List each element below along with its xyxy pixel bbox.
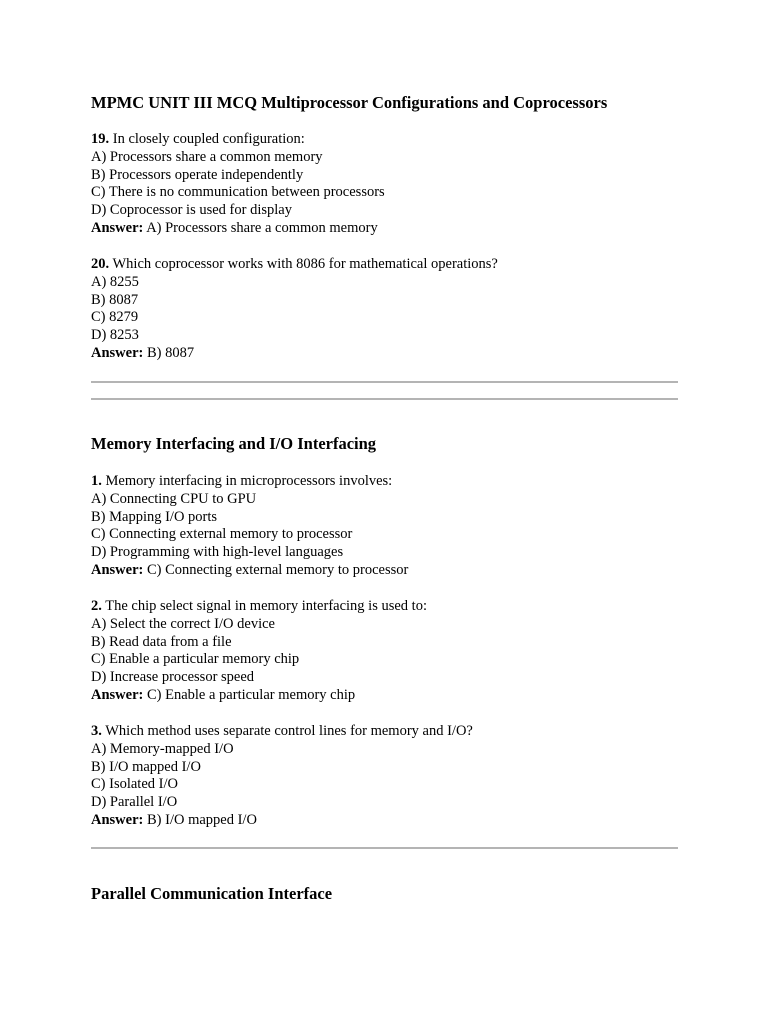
question-text: Memory interfacing in microprocessors involves: (105, 473, 393, 489)
question-text: Which coprocessor works with 8086 for mathematical operations? (112, 256, 498, 272)
answer-label: Answer: (91, 686, 144, 703)
question-19 (91, 131, 385, 238)
answer-label: Answer: (91, 219, 144, 236)
option-b: B) Mapping I/O ports (91, 508, 218, 525)
option-b: B) Read data from a file (91, 633, 232, 650)
question-number: 20. (91, 256, 110, 272)
section-heading: Parallel Communication Interface (91, 884, 333, 903)
answer-label: Answer: (91, 811, 144, 828)
page-title: MPMC UNIT III MCQ Multiprocessor Configurations and Coprocessors (91, 93, 608, 112)
answer-label: Answer: (91, 344, 144, 361)
answer-text: A) Processors share a common memory (146, 219, 378, 236)
question-20 (91, 256, 498, 363)
question-1 (91, 473, 408, 580)
question-number: 1. (91, 473, 102, 489)
divider (91, 847, 678, 849)
answer-line (91, 812, 473, 830)
option-c: C) Connecting external memory to processor (91, 526, 353, 543)
option-d: D) Parallel I/O (91, 794, 178, 811)
option-b: B) Processors operate independently (91, 166, 304, 183)
question-stem (91, 131, 385, 149)
question-stem (91, 473, 408, 491)
option-c: C) Enable a particular memory chip (91, 651, 300, 668)
option-d: D) Coprocessor is used for display (91, 202, 292, 219)
question-number: 3. (91, 723, 102, 739)
option-d: D) 8253 (91, 327, 139, 344)
option-a: A) Processors share a common memory (91, 148, 323, 165)
answer-text: C) Enable a particular memory chip (146, 686, 356, 703)
question-number: 2. (91, 598, 102, 614)
option-a: A) 8255 (91, 273, 139, 290)
section-heading: Memory Interfacing and I/O Interfacing (91, 434, 377, 453)
question-2 (91, 598, 427, 705)
question-stem (91, 723, 473, 741)
question-number: 19. (91, 131, 110, 147)
question-text: In closely coupled configuration: (112, 131, 305, 147)
answer-line (91, 562, 408, 580)
answer-line (91, 220, 385, 238)
question-text: The chip select signal in memory interfacing is used to: (105, 598, 427, 614)
option-d: D) Increase processor speed (91, 669, 255, 686)
answer-text: C) Connecting external memory to processor (146, 561, 409, 578)
option-c: C) Isolated I/O (91, 776, 178, 793)
divider (91, 398, 678, 400)
answer-label: Answer: (91, 561, 144, 578)
answer-line (91, 687, 427, 705)
answer-line (91, 345, 498, 363)
option-b: B) I/O mapped I/O (91, 758, 201, 775)
divider (91, 381, 678, 383)
option-d: D) Programming with high-level languages (91, 544, 344, 561)
question-stem (91, 256, 498, 274)
option-a: A) Select the correct I/O device (91, 615, 275, 632)
option-a: A) Memory-mapped I/O (91, 740, 234, 757)
question-stem (91, 598, 427, 616)
option-a: A) Connecting CPU to GPU (91, 490, 257, 507)
question-3 (91, 723, 473, 830)
question-text: Which method uses separate control lines for memory and I/O? (105, 723, 473, 739)
option-b: B) 8087 (91, 291, 139, 308)
answer-text: B) I/O mapped I/O (146, 811, 257, 828)
option-c: C) There is no communication between processors (91, 184, 385, 201)
option-c: C) 8279 (91, 309, 139, 326)
answer-text: B) 8087 (146, 344, 195, 361)
